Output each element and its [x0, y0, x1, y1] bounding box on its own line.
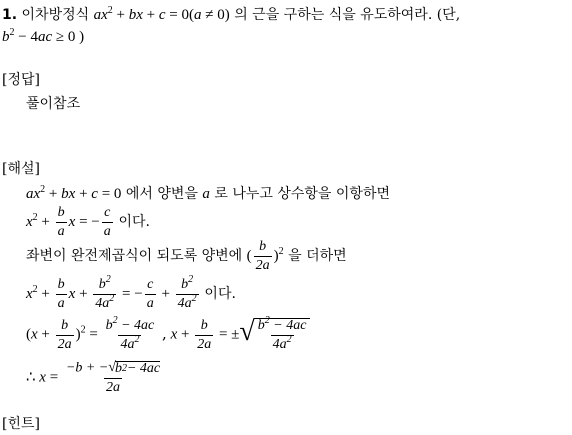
therefore-symbol: ∴	[26, 369, 36, 386]
solution-step-5: (x + $\frac{b}{2a}$ )$^2$ = $\frac{b^2 - 4ac}{4a^2}$ , x + $\frac{b}{2a}$ = ± √ $\frac{b^2 - 4ac}{4a^2}$	[26, 318, 310, 352]
solution-step-1	[26, 184, 390, 202]
solution-step-2: $x^2$ + $\frac{b}{a}$ x = − $\frac{c}{a}$ 이다.	[26, 205, 150, 239]
step1-equation: $ax^2$ + bx + c = 0	[26, 184, 122, 202]
step3-text-b: 을 더하면	[288, 247, 347, 264]
step1-text-a: 에서 양변을	[125, 186, 198, 202]
solution-step-4: $x^2$ + $\frac{b}{a}$ x + $\frac{b^2}{4a^2}$ = − $\frac{c}{a}$ + $\frac{b^2}{4a^2}$ 이다.	[26, 274, 236, 311]
step4-suffix: 이다.	[204, 285, 236, 302]
problem-condition: $b^2 - 4ac \ge 0$ )	[2, 27, 85, 45]
problem-equation: $ax^2$ + bx + c = 0(a ≠ 0)	[93, 5, 230, 23]
problem-text-before: 이차방정식	[21, 7, 90, 23]
step1-text-b: 로 나누고 상수항을 이항하면	[214, 186, 390, 202]
quadratic-formula-fraction: −b + − √ b 2 − 4ac 2a	[65, 360, 161, 395]
fraction-c-over-a: $\frac{c}{a}$	[103, 205, 111, 239]
step5-separator: ,	[162, 324, 167, 343]
problem-number: 1.	[2, 7, 18, 23]
step1-var: a	[202, 186, 210, 202]
sqrt-discriminant: √ $\frac{b^2 - 4ac}{4a^2}$	[239, 318, 310, 352]
fraction-b-over-a: $\frac{b}{a}$	[57, 205, 65, 239]
answer-label: [정답]	[2, 72, 40, 88]
hint-label: [힌트]	[2, 416, 40, 432]
solution-step-6: ∴ x = −b + − √ b 2 − 4ac 2a	[26, 360, 161, 395]
solution-label: [해설]	[2, 161, 40, 177]
step3-text-a: 좌변이 완전제곱식이 되도록 양변에	[26, 247, 243, 264]
problem-line-1	[2, 5, 461, 23]
solution-step-3: 좌변이 완전제곱식이 되도록 양변에 ( $\frac{b}{2a}$ )$^2$ 을 더하면	[26, 239, 347, 273]
step2-suffix: 이다.	[118, 213, 150, 230]
fraction-b-over-2a: $\frac{b}{2a}$	[255, 239, 270, 273]
problem-text-after: 의 근을 구하는 식을 유도하여라. (단,	[234, 7, 461, 23]
answer-text: 풀이참조	[26, 96, 81, 112]
